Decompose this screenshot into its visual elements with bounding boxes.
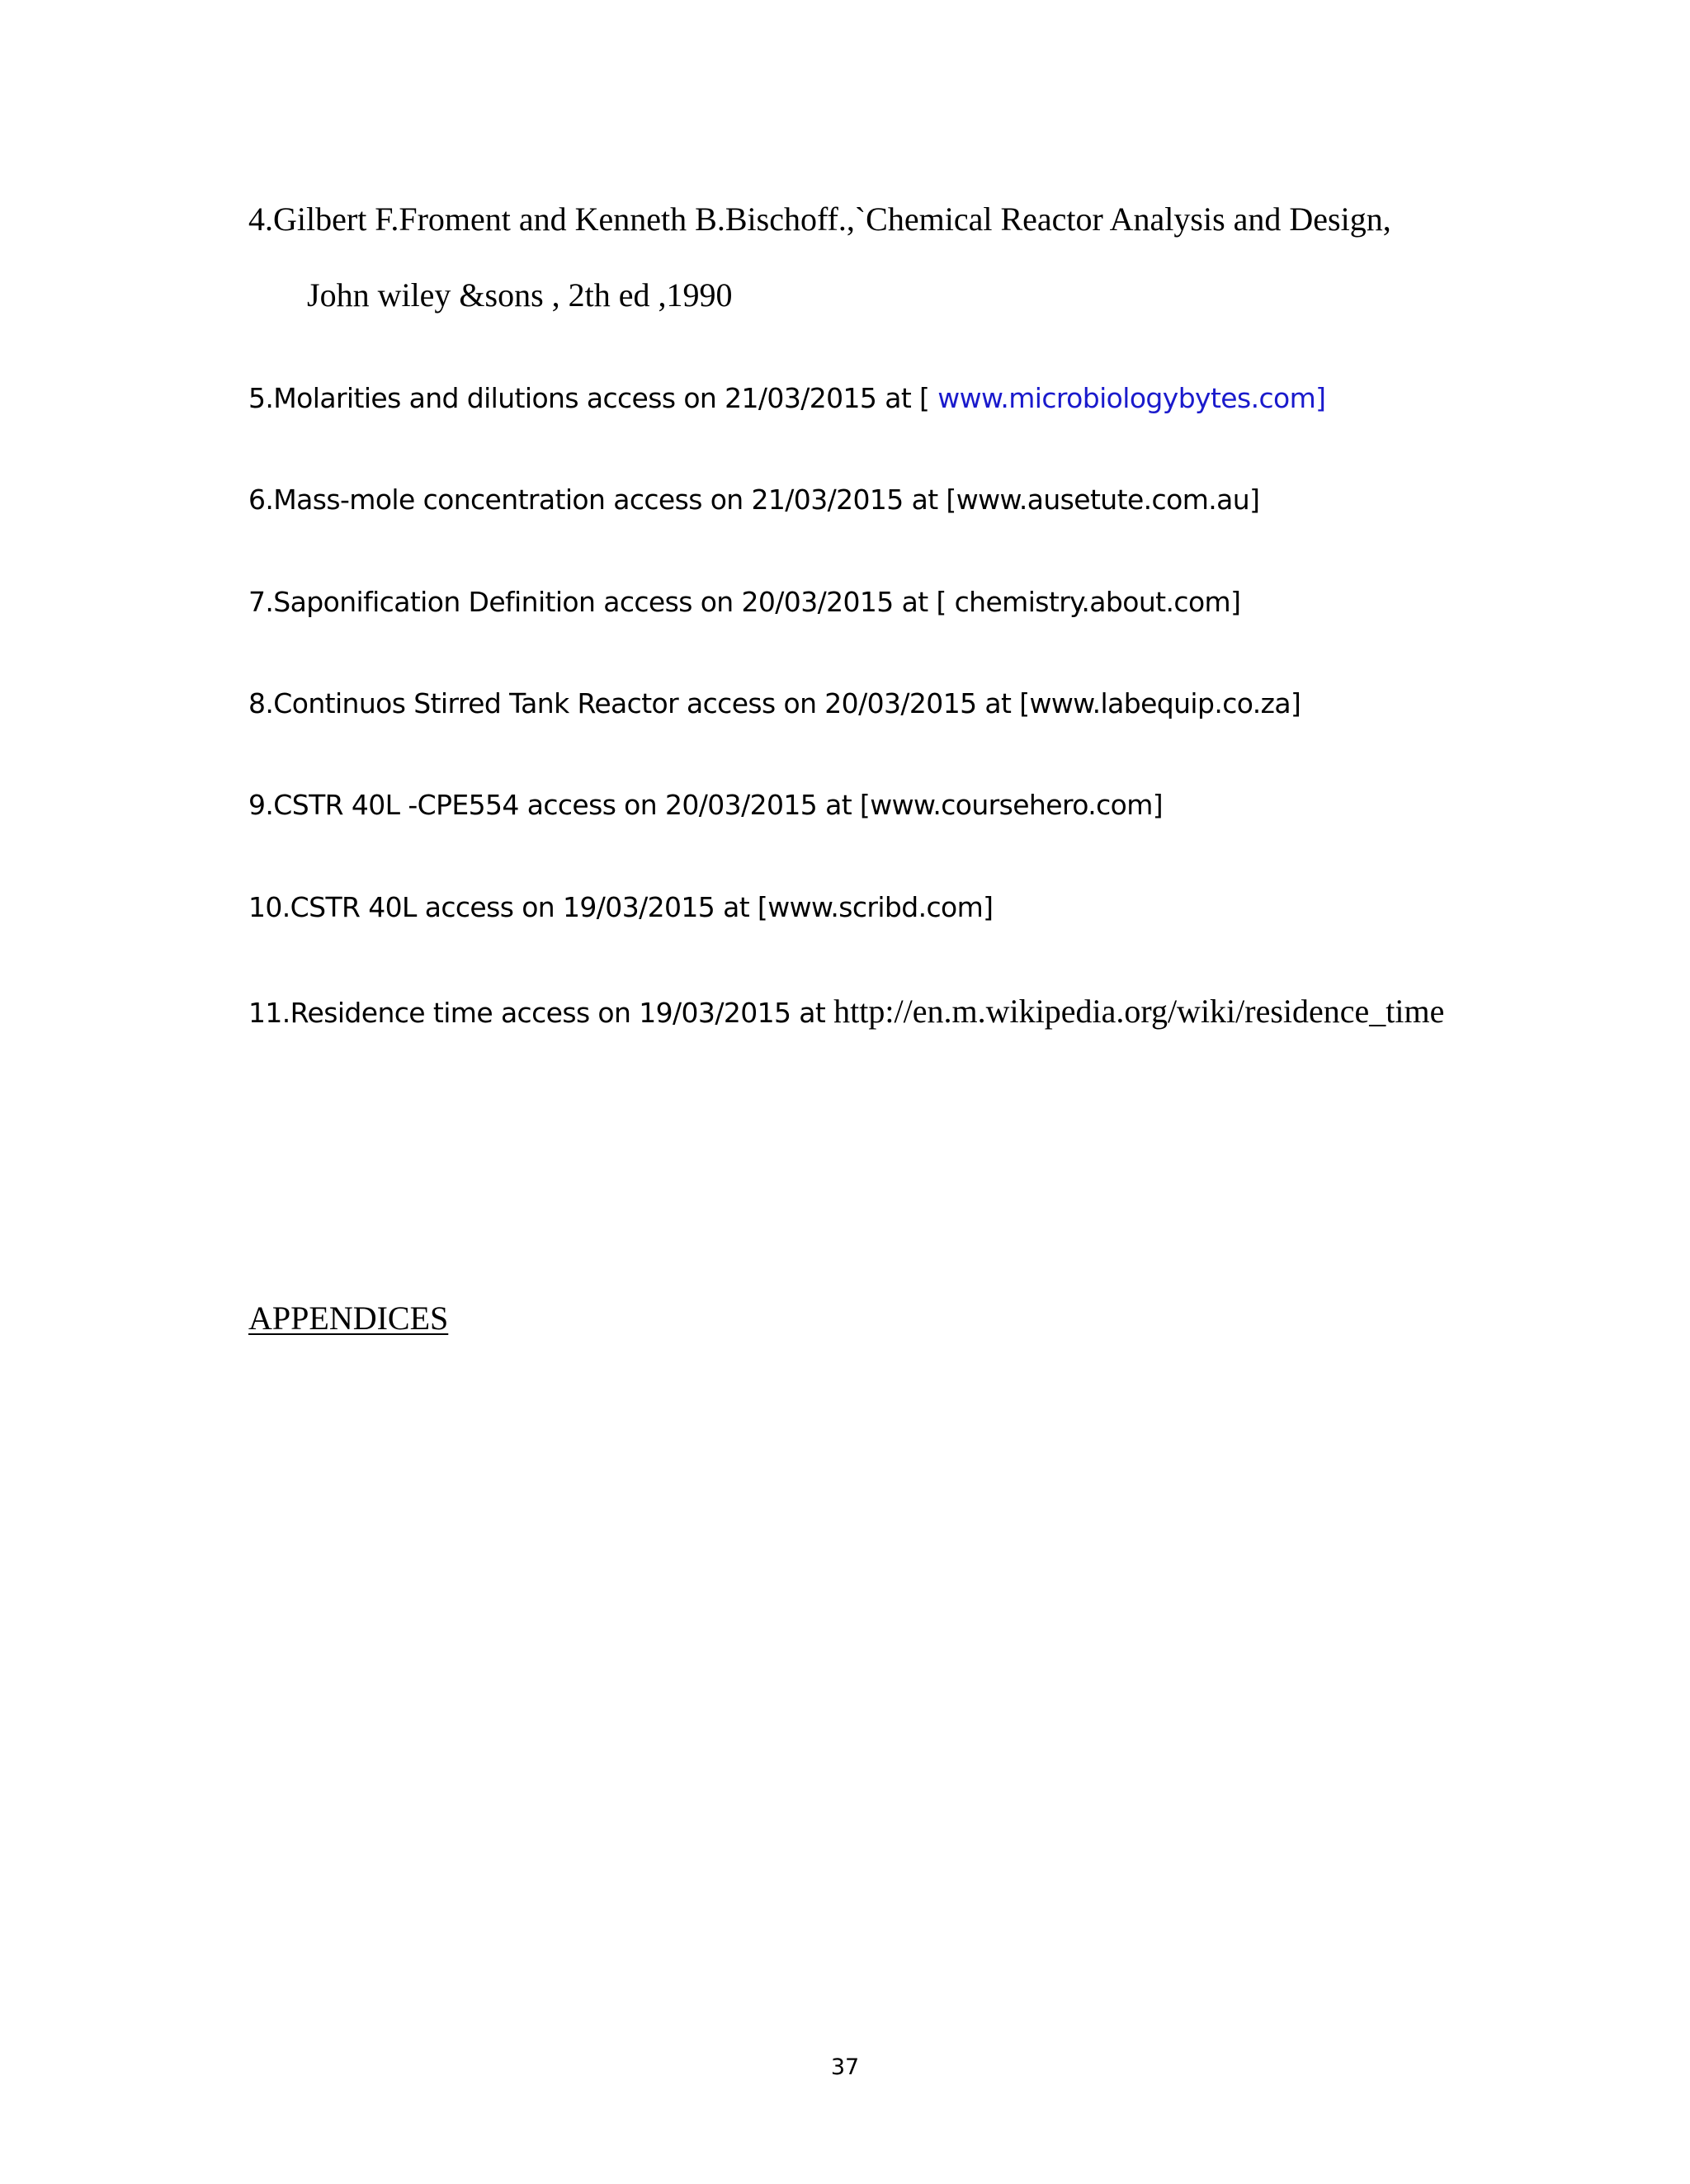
reference-10: 10.CSTR 40L access on 19/03/2015 at [www.scribd.com] xyxy=(248,891,994,923)
reference-7: 7.Saponification Definition access on 20/03/2015 at [ chemistry.about.com] xyxy=(248,586,1241,618)
reference-8: 8.Continuos Stirred Tank Reactor access on 20/03/2015 at [www.labequip.co.za] xyxy=(248,687,1301,719)
appendices-heading: APPENDICES xyxy=(248,1300,449,1337)
reference-5-link[interactable]: www.microbiologybytes.com] xyxy=(937,382,1326,414)
page-number: 37 xyxy=(830,2054,860,2080)
reference-11-url: http://en.m.wikipedia.org/wiki/residence_time xyxy=(833,993,1445,1030)
reference-4-line-2: John wiley &sons , 2th ed ,1990 xyxy=(307,276,733,314)
reference-6: 6.Mass-mole concentration access on 21/03/2015 at [www.ausetute.com.au] xyxy=(248,483,1260,516)
reference-11 xyxy=(248,995,1444,1028)
reference-5-text: 5.Molarities and dilutions access on 21/03/2015 at [ xyxy=(248,382,938,414)
reference-11-text: 11.Residence time access on 19/03/2015 at xyxy=(248,997,834,1029)
reference-9: 9.CSTR 40L -CPE554 access on 20/03/2015 at [www.coursehero.com] xyxy=(248,789,1164,821)
reference-5 xyxy=(248,384,1325,412)
reference-4-line-1: 4.Gilbert F.Froment and Kenneth B.Bischoff.,`Chemical Reactor Analysis and Design, xyxy=(248,200,1391,238)
